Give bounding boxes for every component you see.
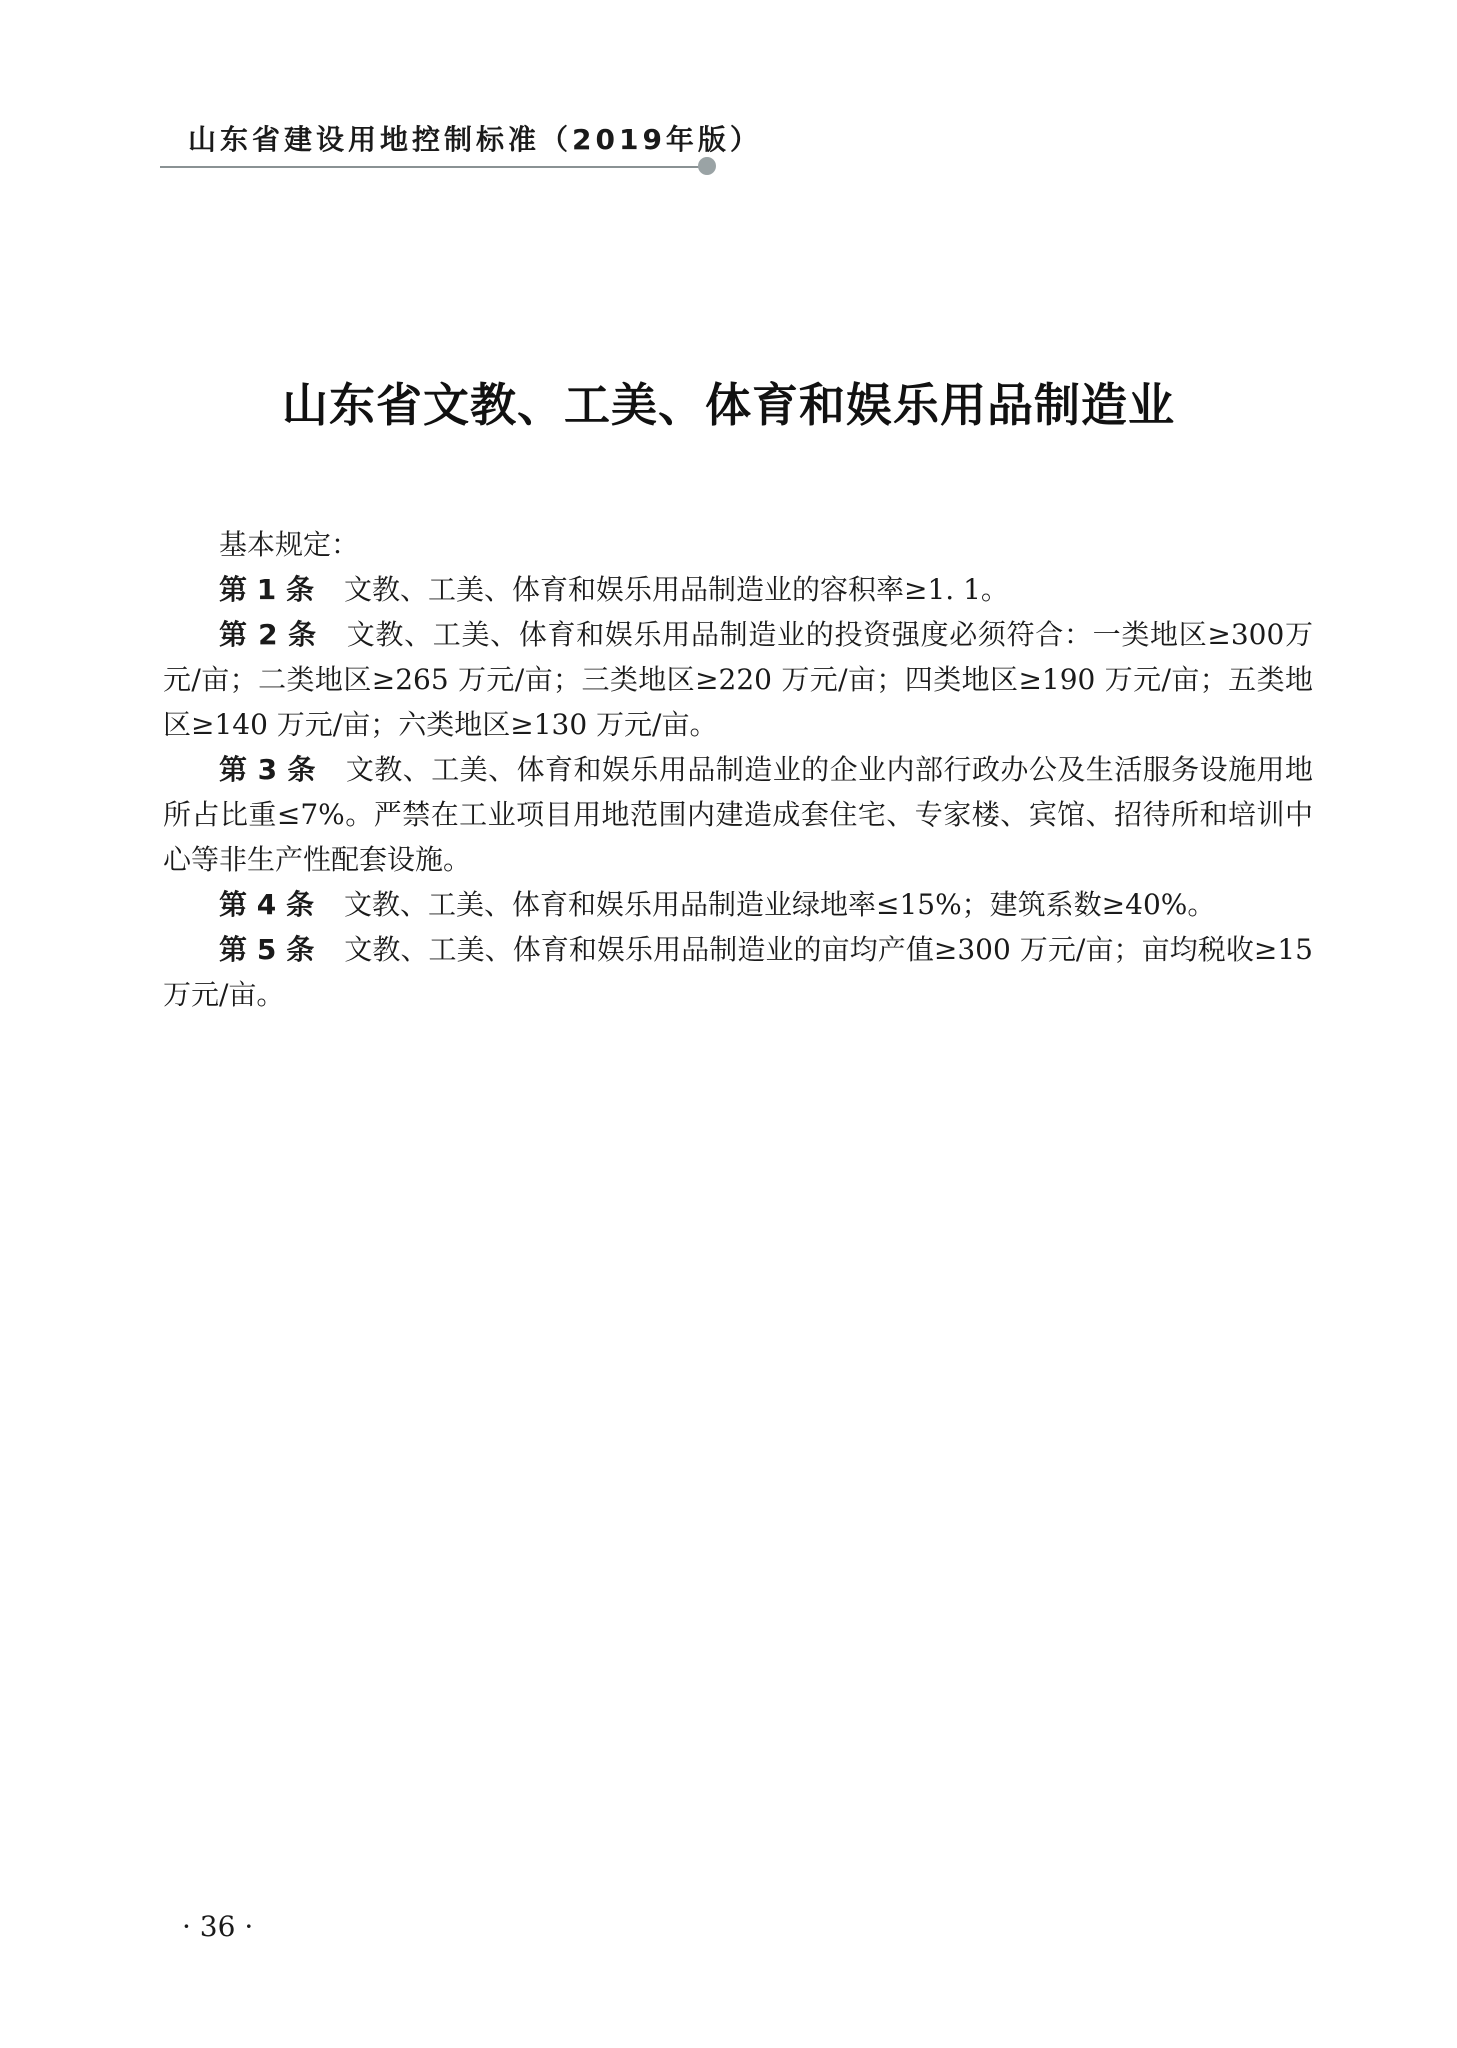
running-header: 山东省建设用地控制标准（2019年版） [188,123,762,156]
article-text: 文教、工美、体育和娱乐用品制造业的企业内部行政办公及生活服务设施用地所占比重≤7%。严禁在工业项目用地范围内建造成套住宅、专家楼、宾馆、招待所和培训中心等非生产性配套设施。 [163,753,1313,876]
article-5 [163,927,1313,1017]
article-2 [163,612,1313,747]
page-number: · 36 · [182,1910,254,1943]
article-number: 第 1 条 [219,573,314,606]
article-4 [163,882,1313,927]
article-number: 第 5 条 [219,933,315,966]
article-text: 文教、工美、体育和娱乐用品制造业的容积率≥1. 1。 [343,573,1009,606]
article-text: 文教、工美、体育和娱乐用品制造业绿地率≤15%；建筑系数≥40%。 [343,888,1216,921]
page-title: 山东省文教、工美、体育和娱乐用品制造业 [282,377,1175,432]
article-1 [163,567,1313,612]
header-dot [698,157,716,175]
section-label-text: 基本规定： [219,528,360,561]
article-text: 文教、工美、体育和娱乐用品制造业的亩均产值≥300 万元/亩；亩均税收≥15 万元/亩。 [163,933,1313,1011]
section-label [163,522,1313,567]
header-rule [160,166,700,168]
article-text: 文教、工美、体育和娱乐用品制造业的投资强度必须符合：一类地区≥300万元/亩；二类地区≥265 万元/亩；三类地区≥220 万元/亩；四类地区≥190 万元/亩；五类地区≥140 万元/亩；六类地区≥130 万元/亩。 [163,618,1313,741]
article-number: 第 3 条 [219,753,316,786]
article-3 [163,747,1313,882]
body-text [163,522,1313,1017]
article-number: 第 4 条 [219,888,314,921]
article-number: 第 2 条 [219,618,317,651]
